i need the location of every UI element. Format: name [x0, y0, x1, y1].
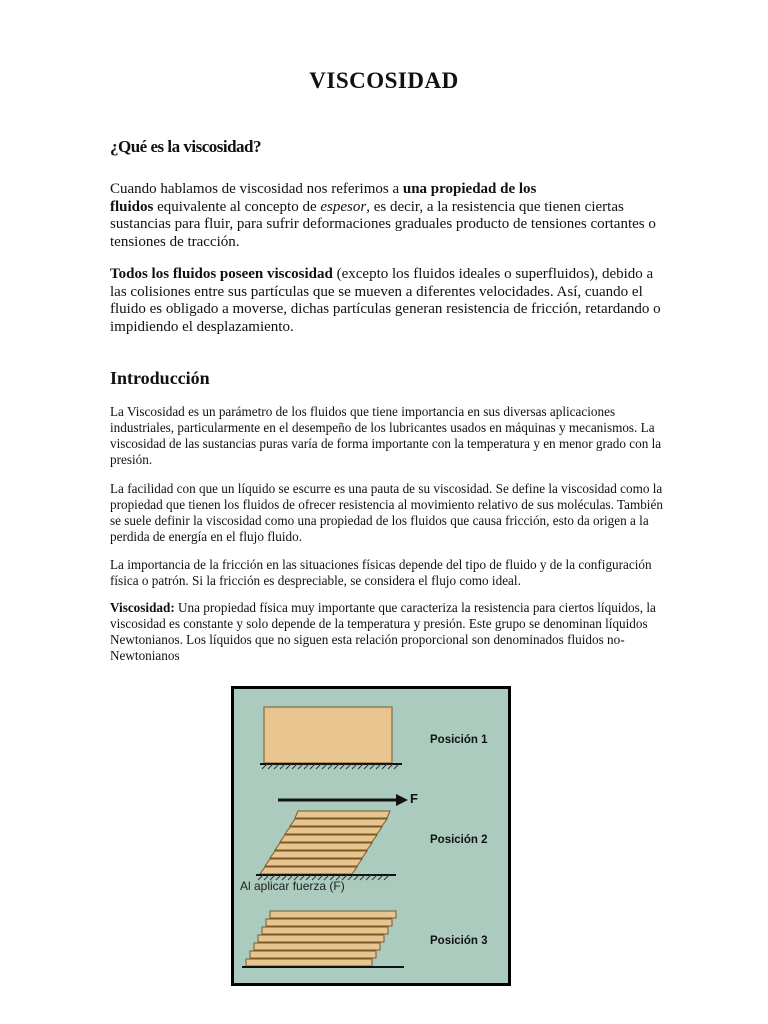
text-bold: fluidos [110, 198, 154, 215]
text-bold: Viscosidad: [110, 600, 175, 615]
paragraph-viscosidad-def [110, 600, 670, 664]
diagram-svg [234, 689, 508, 983]
text-bold: Todos los fluidos poseen viscosidad [110, 266, 333, 282]
text: , es decir, a la resistencia que tienen ciertas sustancias para fluir, para sufrir deformaciones graduales producto de tensiones cortantes o tensiones de tracción. [110, 198, 656, 250]
text: equivalente al concepto de [153, 198, 321, 215]
label-position-1: Posición 1 [430, 734, 488, 746]
text: Cuando hablamos de viscosidad nos referimos a [110, 181, 403, 197]
paragraph-all-fluids [110, 266, 670, 336]
paragraph-intro-3: La importancia de la fricción en las situaciones físicas depende del tipo de fluido y de la configuración física o patrón. Si la fricción es despreciable, se considera el flujo como ideal. [110, 557, 652, 588]
block-position-1 [264, 707, 392, 763]
force-arrow-head-icon [396, 794, 408, 806]
section-heading-introduccion: Introducción [110, 368, 210, 388]
sheared-layers [260, 811, 390, 874]
paragraph-definition [110, 181, 670, 251]
caption-apply-force: Al aplicar fuerza (F) [240, 879, 345, 893]
paragraph-intro-2: La facilidad con que un líquido se escurre es una pauta de su viscosidad. Se define la viscosidad como la propiedad que tienen los fluidos de ofrecer resistencia al movimiento relativo de sus moléculas. También se suele definir la viscosidad como una propiedad de los fluidos que causa fricción, esto da origen a la perdida de energía en el flujo fluido. [110, 481, 663, 544]
label-force: F [410, 791, 418, 806]
text-bold: una propiedad de los [402, 181, 537, 197]
text: (excepto los fluidos ideales o superfluidos), debido a las colisiones entre sus partículas que se mueven a diferentes velocidades. Así, cuando el fluido es obligado a moverse, dichas partículas generan resistencia de fricción, retardando o impidiendo el desplazamiento. [110, 266, 661, 335]
section-heading-que-es: ¿Qué es la viscosidad? [110, 137, 261, 156]
label-position-3: Posición 3 [430, 935, 488, 947]
text-italic: espesor [320, 198, 367, 215]
viscosity-diagram [231, 686, 511, 986]
displaced-layers [246, 911, 396, 966]
text: Una propiedad física muy importante que caracteriza la resistencia para ciertos líquidos, la viscosidad es constante y solo depende de la temperatura y presión. Este grupo se denominan líquidos Newtonianos. Los líquidos que no siguen esta relación proporcional son denominados fluidos no-Newtonianos [110, 600, 656, 663]
document-title: VISCOSIDAD [309, 68, 459, 93]
paragraph-intro-1: La Viscosidad es un parámetro de los fluidos que tiene importancia en sus diversas aplicaciones industriales, particularmente en el desempeño de los lubricantes usados en máquinas y mecanismos. La viscosidad de las sustancias puras varía de forma importante con la temperatura y en menor grado con la presión. [110, 404, 662, 467]
label-position-2: Posición 2 [430, 834, 488, 846]
